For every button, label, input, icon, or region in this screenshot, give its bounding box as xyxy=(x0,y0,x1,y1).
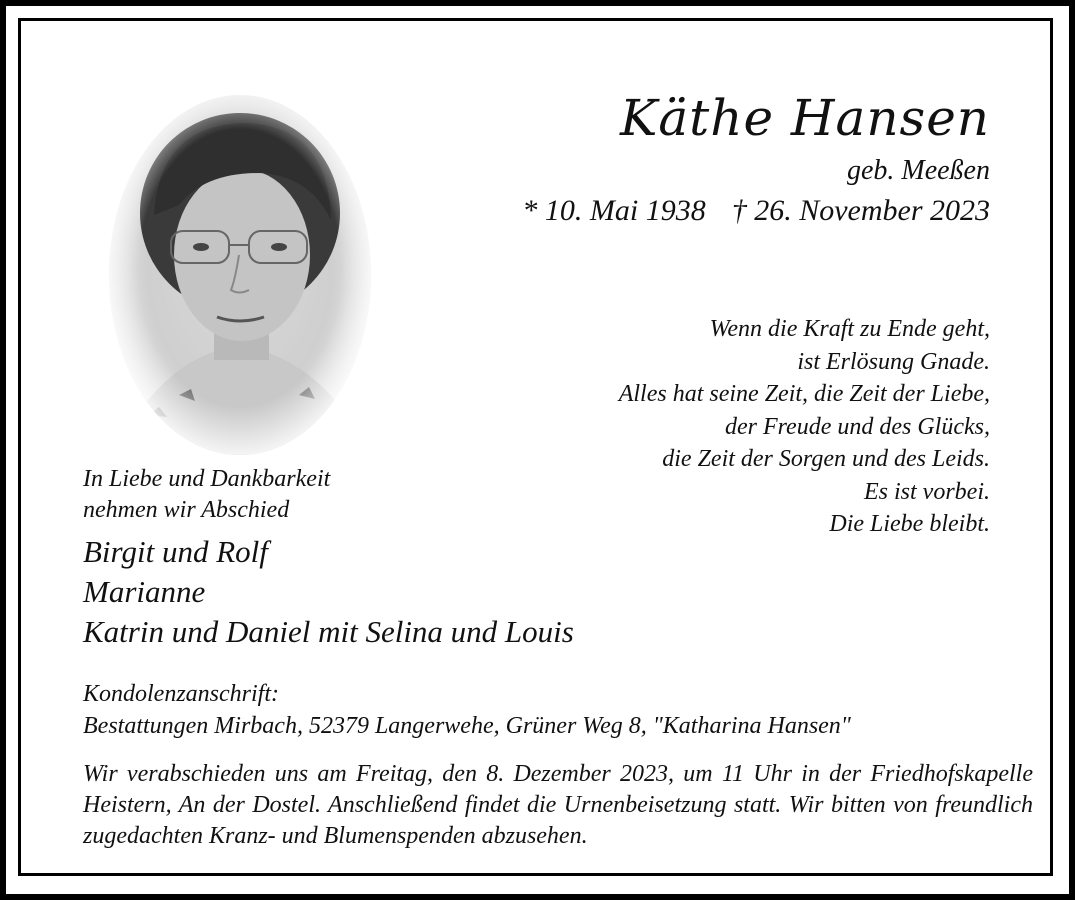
service-information: Wir verabschieden uns am Freitag, den 8. Dezember 2023, um 11 Uhr in der Friedhofskapelle Heistern, An der Dostel. Anschließend findet die Urnenbeisetzung statt. Wir bitten von freundlich zugedachten Kranz- und Blumenspenden abzusehen. xyxy=(83,761,1033,849)
mourners-list xyxy=(83,532,574,652)
farewell-intro xyxy=(83,464,330,526)
poem-line: ist Erlösung Gnade. xyxy=(797,348,990,375)
condolence-address-block xyxy=(83,678,851,742)
poem-line: Alles hat seine Zeit, die Zeit der Liebe, xyxy=(618,381,990,407)
mourner: Katrin und Daniel mit Selina und Louis xyxy=(83,614,574,649)
poem-line: die Zeit der Sorgen und des Leids. xyxy=(662,446,990,472)
poem xyxy=(619,313,990,541)
intro-line: nehmen wir Abschied xyxy=(83,497,290,523)
deceased-name: Käthe Hansen xyxy=(619,89,990,147)
obituary-frame xyxy=(18,18,1053,876)
maiden-name: geb. Meeßen xyxy=(846,155,990,186)
obituary-page xyxy=(6,6,1069,894)
mourner: Birgit und Rolf xyxy=(83,534,268,569)
mourner: Marianne xyxy=(83,574,206,609)
condolence-label: Kondolenzanschrift: xyxy=(83,681,279,707)
portrait-photo xyxy=(109,95,371,455)
poem-line: Wenn die Kraft zu Ende geht, xyxy=(709,316,990,342)
poem-line: Es ist vorbei. xyxy=(864,478,990,505)
poem-line: Die Liebe bleibt. xyxy=(829,511,990,537)
poem-line: der Freude und des Glücks, xyxy=(724,413,990,440)
intro-line: In Liebe und Dankbarkeit xyxy=(83,466,331,492)
life-dates xyxy=(522,194,990,228)
portrait-illustration xyxy=(109,95,371,455)
death-date: † 26. November 2023 xyxy=(731,194,990,227)
condolence-address: Bestattungen Mirbach, 52379 Langerwehe, Grüner Weg 8, "Katharina Hansen" xyxy=(83,713,851,739)
birth-date: * 10. Mai 1938 xyxy=(522,194,706,227)
